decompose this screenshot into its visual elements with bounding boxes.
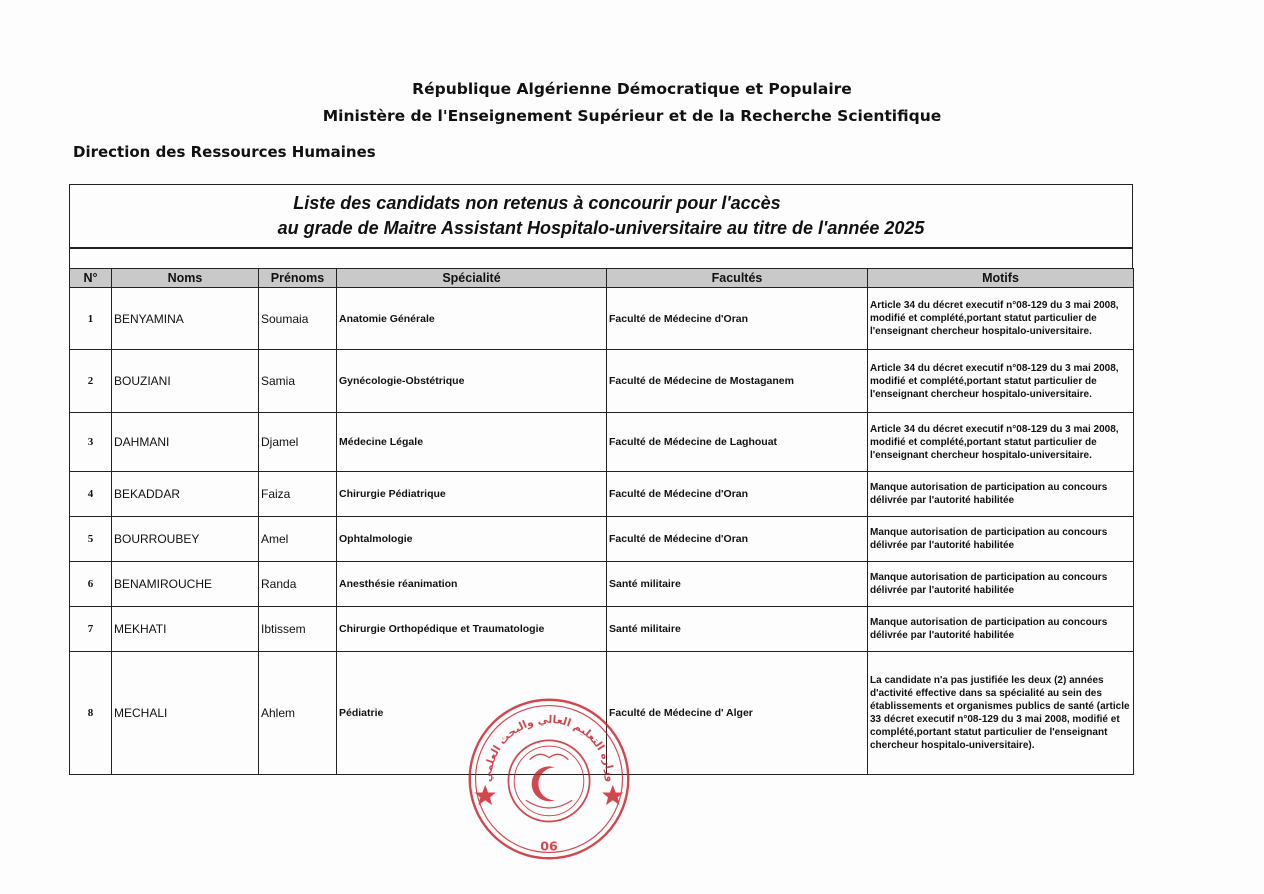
title-box [69, 184, 1133, 249]
candidate-nom: BEKADDAR [112, 472, 259, 517]
table-row [70, 607, 1134, 652]
candidate-motif: Manque autorisation de participation au concours délivrée par l'autorité habilitée [868, 607, 1134, 652]
col-header-facultes: Facultés [607, 269, 868, 288]
row-number: 2 [70, 350, 112, 413]
candidate-motif: Article 34 du décret executif n°08-129 du 3 mai 2008, modifié et complété,portant statut particulier de l'enseignant chercheur hospitalo-universitaire. [868, 288, 1134, 350]
row-number: 7 [70, 607, 112, 652]
candidate-prenom: Ahlem [259, 652, 337, 775]
stamp-number: 06 [540, 838, 558, 854]
candidate-prenom: Soumaia [259, 288, 337, 350]
table-row [70, 562, 1134, 607]
direction-heading: Direction des Ressources Humaines [73, 143, 376, 161]
candidate-motif: Manque autorisation de participation au concours délivrée par l'autorité habilitée [868, 517, 1134, 562]
candidate-motif: Article 34 du décret executif n°08-129 du 3 mai 2008, modifié et complété,portant statut particulier de l'enseignant chercheur hospitalo-universitaire. [868, 350, 1134, 413]
candidate-nom: MEKHATI [112, 607, 259, 652]
table-spacer [69, 248, 1133, 268]
candidate-prenom: Amel [259, 517, 337, 562]
country-heading: République Algérienne Démocratique et Populaire [412, 80, 852, 98]
row-number: 3 [70, 413, 112, 472]
candidate-specialite: Ophtalmologie [337, 517, 607, 562]
candidate-specialite: Chirurgie Orthopédique et Traumatologie [337, 607, 607, 652]
candidate-faculte: Faculté de Médecine d'Oran [607, 472, 868, 517]
candidate-motif: La candidate n'a pas justifiée les deux (2) années d'activité effective dans sa spécialité au sein des établissements et organismes publics de santé (article 33 décret executif n°08-129 du 3 mai 2008, modifié et complété,portant statut particulier de l'enseignant chercheur hospitalo-universitaire). [868, 652, 1134, 775]
candidate-nom: BENYAMINA [112, 288, 259, 350]
row-number: 6 [70, 562, 112, 607]
stamp-arabic-text: وزارة التعليم العالي والبحث العلمي [480, 712, 618, 783]
table-row [70, 288, 1134, 350]
table-row [70, 472, 1134, 517]
row-number: 8 [70, 652, 112, 775]
candidate-specialite: Médecine Légale [337, 413, 607, 472]
candidate-nom: BENAMIROUCHE [112, 562, 259, 607]
row-number: 4 [70, 472, 112, 517]
candidate-prenom: Djamel [259, 413, 337, 472]
candidate-faculte: Faculté de Médecine d'Oran [607, 517, 868, 562]
row-number: 5 [70, 517, 112, 562]
candidate-specialite: Pédiatrie [337, 652, 607, 775]
candidates-table [69, 268, 1134, 775]
col-header-specialite: Spécialité [337, 269, 607, 288]
candidate-prenom: Samia [259, 350, 337, 413]
candidate-prenom: Randa [259, 562, 337, 607]
table-row [70, 350, 1134, 413]
candidate-specialite: Chirurgie Pédiatrique [337, 472, 607, 517]
candidate-faculte: Santé militaire [607, 562, 868, 607]
candidate-motif: Manque autorisation de participation au concours délivrée par l'autorité habilitée [868, 562, 1134, 607]
candidate-specialite: Anesthésie réanimation [337, 562, 607, 607]
candidate-prenom: Ibtissem [259, 607, 337, 652]
candidate-nom: MECHALI [112, 652, 259, 775]
candidate-specialite: Anatomie Générale [337, 288, 607, 350]
candidate-nom: BOUZIANI [112, 350, 259, 413]
title-line-2: au grade de Maitre Assistant Hospitalo-universitaire au titre de l'année 2025 [277, 218, 925, 238]
col-header-noms: Noms [112, 269, 259, 288]
candidate-faculte: Faculté de Médecine de Laghouat [607, 413, 868, 472]
table-row [70, 652, 1134, 775]
table-row [70, 413, 1134, 472]
col-header-prenoms: Prénoms [259, 269, 337, 288]
title-line-1: Liste des candidats non retenus à concourir pour l'accès [293, 193, 781, 213]
candidate-prenom: Faiza [259, 472, 337, 517]
col-header-motifs: Motifs [868, 269, 1134, 288]
candidate-motif: Manque autorisation de participation au concours délivrée par l'autorité habilitée [868, 472, 1134, 517]
col-header-num: N° [70, 269, 112, 288]
table-row [70, 517, 1134, 562]
candidate-faculte: Faculté de Médecine d' Alger [607, 652, 868, 775]
candidate-motif: Article 34 du décret executif n°08-129 du 3 mai 2008, modifié et complété,portant statut particulier de l'enseignant chercheur hospitalo-universitaire. [868, 413, 1134, 472]
table-header-row [70, 269, 1134, 288]
candidate-nom: BOURROUBEY [112, 517, 259, 562]
candidate-faculte: Faculté de Médecine d'Oran [607, 288, 868, 350]
candidate-faculte: Faculté de Médecine de Mostaganem [607, 350, 868, 413]
candidate-nom: DAHMANI [112, 413, 259, 472]
ministry-heading: Ministère de l'Enseignement Supérieur et de la Recherche Scientifique [322, 107, 942, 125]
row-number: 1 [70, 288, 112, 350]
candidate-faculte: Santé militaire [607, 607, 868, 652]
candidate-specialite: Gynécologie-Obstétrique [337, 350, 607, 413]
